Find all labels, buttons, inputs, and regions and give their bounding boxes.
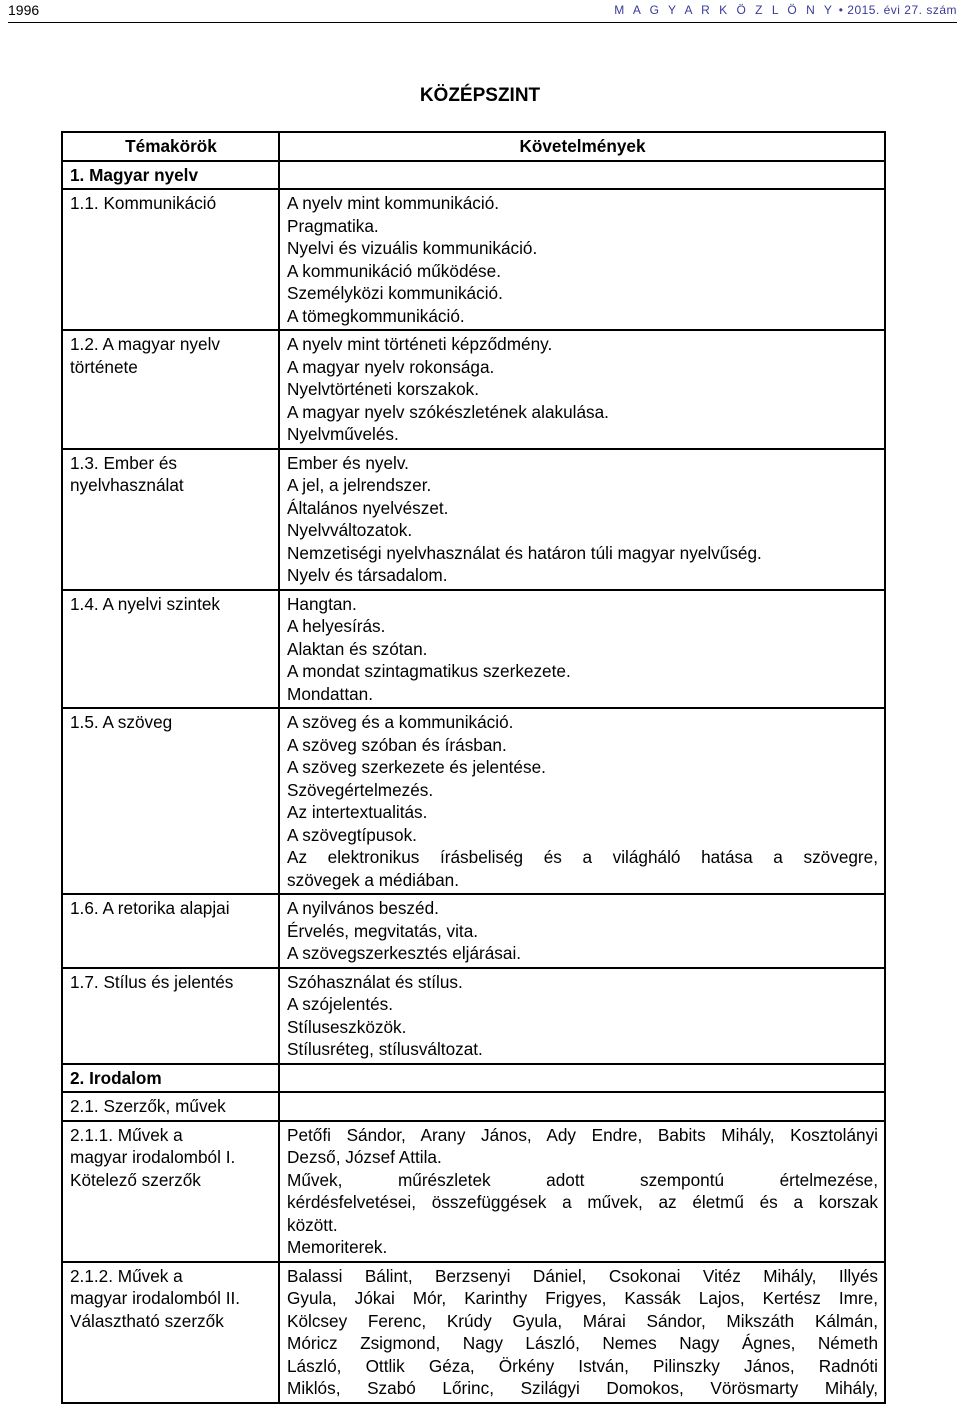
requirement-line: Stíluseszközök. (287, 1016, 407, 1037)
requirement-line: Stílusréteg, stílusváltozat. (287, 1039, 483, 1059)
requirement-line: között. (287, 1214, 338, 1235)
requirement-line: A mondat szintagmatikus szerkezete. (287, 661, 571, 681)
section-row (62, 161, 885, 190)
requirement-line: szövegek a médiában. (287, 869, 459, 890)
requirement-line: Pragmatika. (287, 215, 379, 236)
requirement-line: A szövegszerkesztés eljárásai. (287, 943, 522, 963)
topic-cell (62, 330, 279, 449)
topic-line: 1.7. Stílus és jelentés (70, 971, 234, 992)
requirement-line: Memoriterek. (287, 1237, 388, 1257)
requirement-line: Általános nyelvészet. (287, 497, 449, 518)
header-rule (8, 22, 957, 23)
requirement-cell (279, 708, 885, 894)
requirement-line: A szövegtípusok. (287, 824, 417, 845)
topic-line: 1.5. A szöveg (70, 712, 173, 732)
requirements-table (61, 131, 886, 1404)
col-header-requirements: Követelmények (279, 132, 885, 161)
journal-name: M A G Y A R K Ö Z L Ö N Y (614, 3, 835, 17)
requirement-line: Ember és nyelv. (287, 452, 409, 473)
requirement-line: Alaktan és szótan. (287, 638, 428, 659)
requirement-line: Dezső, József Attila. (287, 1147, 442, 1167)
requirement-line: A nyelv mint történeti képződmény. (287, 334, 553, 354)
requirement-line: Miklós, Szabó Lőrinc, Szilágyi Domokos, Vörösmarty Mihály, (287, 1378, 878, 1398)
empty-cell (279, 1064, 885, 1093)
requirement-line: A helyesírás. (287, 616, 386, 636)
requirement-cell (279, 590, 885, 709)
requirement-line: A jel, a jelrendszer. (287, 475, 432, 495)
requirement-cell (279, 449, 885, 590)
table-row (62, 968, 885, 1064)
page-title: KÖZÉPSZINT (419, 85, 541, 106)
requirement-cell (279, 894, 885, 968)
topic-line: nyelvhasználat (70, 475, 184, 495)
page-number: 1996 (8, 2, 40, 18)
requirement-line: A szójelentés. (287, 994, 394, 1014)
topic-line: 1.1. Kommunikáció (70, 193, 217, 213)
requirement-line: Nyelvművelés. (287, 424, 399, 444)
journal-issue: 2015. évi 27. szám (847, 3, 957, 17)
requirement-line: Nyelvváltozatok. (287, 520, 413, 540)
requirement-cell (279, 968, 885, 1064)
topic-line: 2.1.1. Művek a (70, 1124, 183, 1145)
requirement-cell (279, 330, 885, 449)
requirement-line: A nyelv mint kommunikáció. (287, 193, 500, 213)
section-title: 2. Irodalom (62, 1064, 279, 1093)
requirement-line: Az elektronikus írásbeliség és a világháló hatása a szövegre, (287, 847, 878, 867)
requirement-line: Nemzetiségi nyelvhasználat és határon túli magyar nyelvűség. (287, 542, 762, 563)
topic-line: magyar irodalomból I. (70, 1147, 236, 1167)
table-row (62, 708, 885, 894)
requirement-line: A nyilvános beszéd. (287, 898, 439, 918)
topic-cell (62, 590, 279, 709)
table-row (62, 449, 885, 590)
requirement-line: Balassi Bálint, Berzsenyi Dániel, Csokonai Vitéz Mihály, Illyés (287, 1265, 878, 1286)
requirement-line: László, Ottlik Géza, Örkény István, Pilinszky János, Radnóti (287, 1355, 878, 1376)
requirement-line: Kölcsey Ferenc, Krúdy Gyula, Márai Sándor, Mikszáth Kálmán, (287, 1310, 878, 1331)
requirement-cell (279, 1121, 885, 1262)
requirement-line: Gyula, Jókai Mór, Karinthy Frigyes, Kassák Lajos, Kertész Imre, (287, 1288, 878, 1308)
topic-line: 1.4. A nyelvi szintek (70, 593, 220, 614)
table-header-row (62, 132, 885, 161)
requirement-line: A szöveg és a kommunikáció. (287, 712, 514, 732)
col-header-topics: Témakörök (62, 132, 279, 161)
subsection-title: 2.1. Szerzők, művek (62, 1092, 279, 1121)
topic-line: 2.1.2. Művek a (70, 1265, 183, 1286)
requirement-line: Szövegértelmezés. (287, 779, 434, 800)
requirement-cell (279, 189, 885, 330)
table-row (62, 590, 885, 709)
requirement-line: Szóhasználat és stílus. (287, 971, 463, 992)
topic-line: 1.6. A retorika alapjai (70, 898, 230, 918)
table-row (62, 1121, 885, 1262)
requirement-line: Nyelv és társadalom. (287, 565, 448, 585)
section-title: 1. Magyar nyelv (62, 161, 279, 190)
empty-cell (279, 161, 885, 190)
requirement-line: Móricz Zsigmond, Nagy László, Nemes Nagy Ágnes, Németh (287, 1333, 878, 1353)
requirement-line: Hangtan. (287, 593, 357, 614)
topic-line: magyar irodalomból II. (70, 1288, 241, 1308)
topic-cell (62, 449, 279, 590)
requirement-line: Petőfi Sándor, Arany János, Ady Endre, Babits Mihály, Kosztolányi (287, 1124, 878, 1145)
table-row (62, 330, 885, 449)
requirement-line: A szöveg szóban és írásban. (287, 734, 507, 755)
requirement-line: Nyelvtörténeti korszakok. (287, 379, 479, 399)
topic-cell (62, 189, 279, 330)
topic-cell (62, 968, 279, 1064)
header-bullet: • (838, 3, 844, 17)
topic-line: 1.2. A magyar nyelv (70, 334, 220, 354)
topic-cell (62, 1262, 279, 1403)
requirement-line: Nyelvi és vizuális kommunikáció. (287, 238, 538, 258)
requirement-line: A magyar nyelv szókészletének alakulása. (287, 401, 609, 422)
topic-line: Kötelező szerzők (70, 1169, 201, 1190)
topic-cell (62, 894, 279, 968)
requirement-line: A magyar nyelv rokonsága. (287, 356, 495, 377)
requirement-line: kérdésfelvetései, összefüggések a művek, az életmű és a korszak (287, 1192, 878, 1212)
requirement-line: A szöveg szerkezete és jelentése. (287, 757, 546, 777)
journal-header (614, 3, 957, 17)
requirement-line: Mondattan. (287, 683, 373, 704)
topic-line: 1.3. Ember és (70, 452, 177, 473)
table-row (62, 894, 885, 968)
topic-cell (62, 708, 279, 894)
table-row (62, 1262, 885, 1403)
requirement-line: A tömegkommunikáció. (287, 305, 465, 326)
section-row (62, 1064, 885, 1093)
requirement-line: Művek, műrészletek adott szempontú értelmezése, (287, 1169, 878, 1190)
requirement-line: Személyközi kommunikáció. (287, 283, 503, 303)
requirement-line: Érvelés, megvitatás, vita. (287, 920, 479, 941)
requirement-line: A kommunikáció működése. (287, 260, 501, 281)
table-row (62, 189, 885, 330)
topic-cell (62, 1121, 279, 1262)
requirement-cell (279, 1262, 885, 1403)
subsection-row (62, 1092, 885, 1121)
empty-cell (279, 1092, 885, 1121)
topic-line: története (70, 356, 138, 377)
topic-line: Választható szerzők (70, 1310, 224, 1331)
requirement-line: Az intertextualitás. (287, 802, 428, 822)
